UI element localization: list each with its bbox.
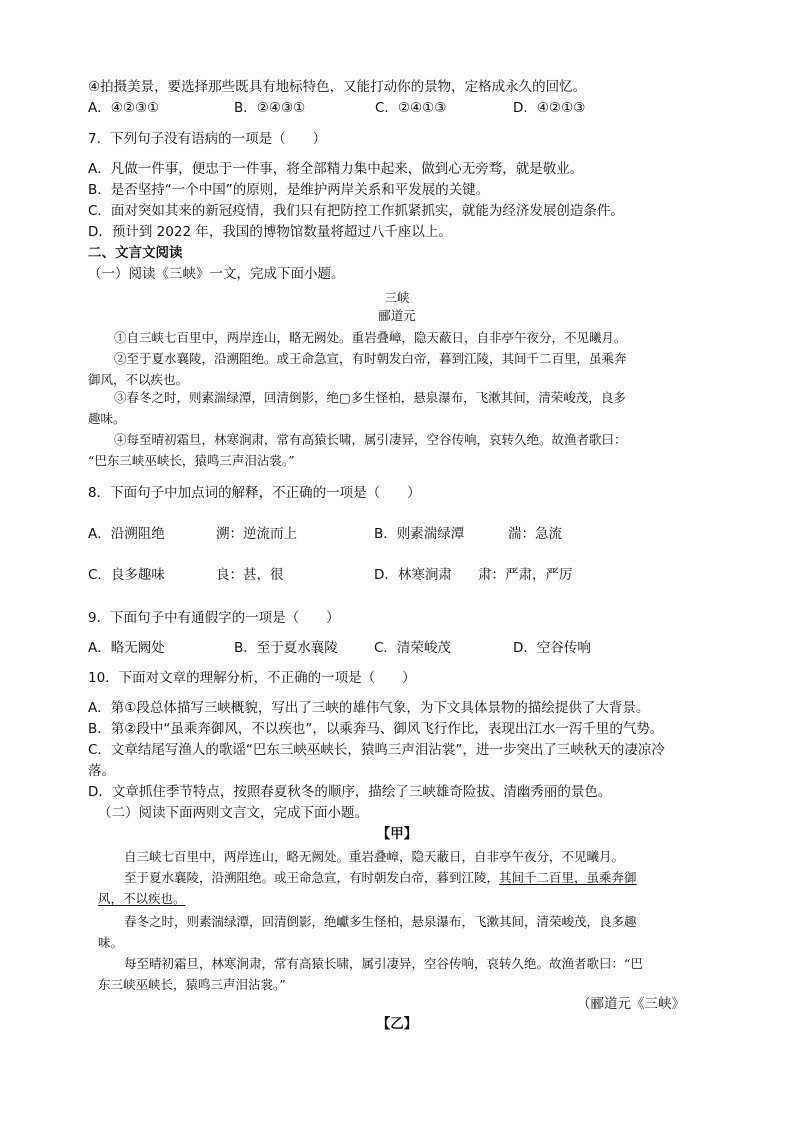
q6-option-line-4: ④拍摄美景，要选择那些既具有地标特色，又能打动你的景物，定格成永久的回忆。 [88,79,587,95]
q10-option-a: A．第①段总体描写三峡概貌，写出了三峡的雄伟气象，为下文具体景物的描绘提供了大背景。 [88,700,650,716]
jia-line-4-cont: 东三峡巫峡长，猿鸣三声泪沾裳。” [98,977,286,992]
jia-line-2-text: 至于夏水襄陵，沿溯阻绝。或王命急宣，有时朝发白帝，暮到江陵， [124,870,500,885]
q10-stem: 10．下面对文章的理解分析，不正确的一项是（ ） [88,670,416,686]
jia-underlined-sentence: 其间千二百里，虽乘奔御 [499,870,637,885]
q6-option-c: C．②④①③ [375,100,447,116]
jia-line-3: 春冬之时，则素湍绿潭，回清倒影，绝巘多生怪柏，悬泉瀑布，飞漱其间，清荣峻茂，良多趣 [124,914,637,929]
jia-line-1: 自三峡七百里中，两岸连山，略无阙处。重岩叠嶂，隐天蔽日，自非亭午夜分，不见曦月。 [124,849,625,864]
passage-paragraph-2-cont: 御风，不以疾也。 [88,372,189,387]
q6-option-a: A．④②③① [88,100,160,116]
q9-option-c: C．清荣峻茂 [374,640,451,656]
q9-stem: 9．下面句子中有通假字的一项是（ ） [88,610,340,626]
part1-intro: （一）阅读《三峡》一文，完成下面小题。 [88,266,345,282]
part2-intro: （二）阅读下面两则文言文，完成下面小题。 [98,805,368,821]
q7-option-d: D．预计到 2022 年，我国的博物馆数量将超过八千座以上。 [88,224,452,240]
q10-option-d: D．文章抓住季节特点，按照春夏秋冬的顺序，描绘了三峡雄奇险拔、清幽秀丽的景色。 [88,784,612,800]
jia-line-2 [124,869,637,887]
q8-option-a-label: A．沿溯阻绝 [88,526,165,542]
passage-paragraph-4-cont: “巴东三峡巫峡长，猿鸣三声泪沾裳。” [88,453,295,468]
q7-stem: 7．下列句子没有语病的一项是（ ） [88,131,327,147]
q9-option-a: A．略无阙处 [88,640,165,656]
passage-paragraph-3: ③春冬之时，则素湍绿潭，回清倒影，绝▢多生怪柏，悬泉瀑布，飞漱其间，清荣峻茂，良多 [114,390,626,405]
q8-option-d-label: D．林寒涧肃 [374,567,452,583]
q8-option-a-gloss: 溯：逆流而上 [216,526,297,542]
section-heading: 二、文言文阅读 [88,245,183,261]
q8-option-c-label: C．良多趣味 [88,567,165,583]
passage-paragraph-1: ①自三峡七百里中，两岸连山，略无阙处。重岩叠嶂，隐天蔽日，自非亭午夜分，不见曦月。 [114,330,627,345]
passage-paragraph-4: ④每至晴初霜旦，林寒涧肃，常有高猿长啸，属引凄异，空谷传响，哀转久绝。故渔者歌曰： [114,432,627,447]
jia-source: （郦道元《三峡》 [577,996,685,1012]
q6-option-d: D．④②①③ [513,100,586,116]
q7-option-b: B．是否坚持“一个中国”的原则，是维护两岸关系和平发展的关键。 [88,182,490,198]
q8-option-b-label: B．则素湍绿潭 [374,526,465,542]
q8-option-b-gloss: 湍：急流 [508,526,562,542]
q8-option-c-gloss: 良：甚，很 [216,567,284,583]
q6-option-b: B．②④③① [234,100,306,116]
passage-paragraph-3-cont: 趣味。 [88,411,126,426]
q7-option-c: C．面对突如其来的新冠疫情，我们只有把防控工作抓紧抓实，就能为经济发展创造条件。 [88,203,624,219]
q9-option-d: D．空谷传响 [513,640,591,656]
q7-option-a: A．凡做一件事，便忠于一件事，将全部精力集中起来，做到心无旁骛，就是敬业。 [88,161,584,177]
q10-option-c-cont: 落。 [88,763,115,779]
yi-label: 【乙】 [376,1016,418,1032]
q9-option-b: B．至于夏水襄陵 [234,640,338,656]
passage-author: 郦道元 [378,308,416,323]
jia-line-4: 每至晴初霜旦，林寒涧肃，常有高猿长啸，属引凄异，空谷传响，哀转久绝。故渔者歌曰：“巴 [124,956,643,971]
passage-paragraph-2: ②至于夏水襄陵，沿溯阻绝。或王命急宣，有时朝发白帝，暮到江陵，其间千二百里，虽乘奔 [114,351,627,366]
jia-line-2-cont: 风，不以疾也。 [98,891,186,906]
passage-title: 三峡 [384,290,410,305]
q8-option-d-gloss: 肃：严肃，严厉 [478,567,573,583]
q10-option-b: B．第②段中“虽乘奔御风，不以疾也”，以乘奔马、御风飞行作比，表现出江水一泻千里的气势。 [88,721,664,737]
q8-stem: 8．下面句子中加点词的解释，不正确的一项是（ ） [88,485,421,501]
jia-label: 【甲】 [376,826,418,842]
jia-line-3-cont: 味。 [98,935,124,950]
q10-option-c: C．文章结尾写渔人的歌谣“巴东三峡巫峡长，猿鸣三声泪沾裳”，进一步突出了三峡秋天的凄凉冷 [88,742,665,758]
